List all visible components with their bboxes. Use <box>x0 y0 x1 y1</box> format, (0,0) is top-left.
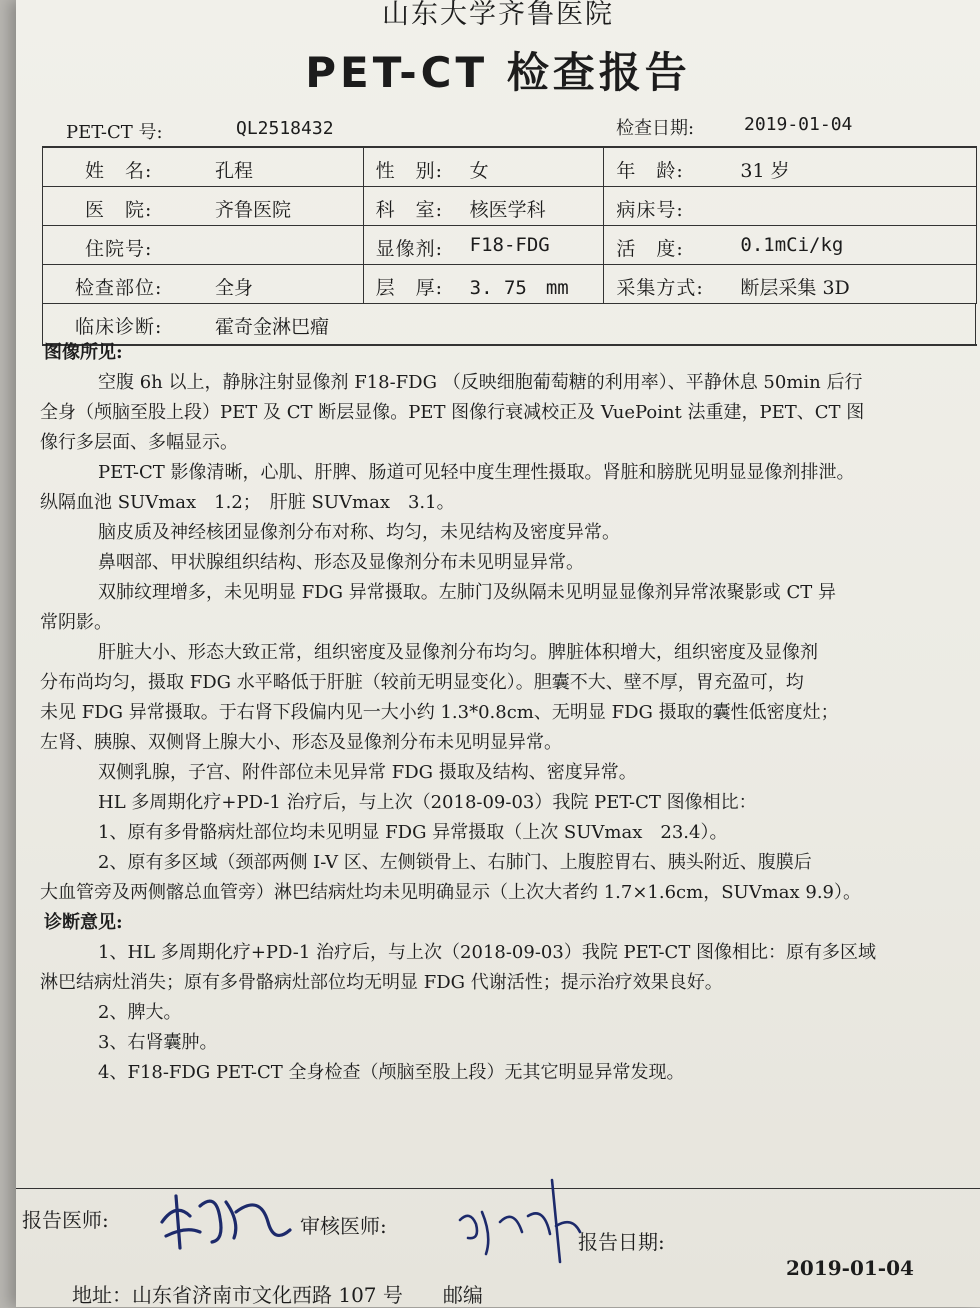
cell-admission: 住院号: <box>43 226 364 264</box>
clinical-diagnosis: 霍奇金淋巴瘤 <box>215 316 330 338</box>
cell-thickness: 层 厚: 3. 75 mm <box>364 265 605 303</box>
tracer-value: F18-FDG <box>469 234 550 256</box>
cell-dept: 科 室: 核医学科 <box>364 187 605 225</box>
findings-heading: 图像所见: <box>44 342 123 363</box>
info-row-2 <box>43 187 977 226</box>
patient-hospital: 齐鲁医院 <box>215 199 292 221</box>
findings-line: 空腹 6h 以上，静脉注射显像剂 F18-FDG （反映细胞葡萄糖的利用率）、平静休息 50min 后行 <box>98 372 863 393</box>
findings-line: 常阴影。 <box>40 612 112 633</box>
findings-line: 左肾、胰腺、双侧肾上腺大小、形态及显像剂分布未见明显异常。 <box>40 732 562 753</box>
conclusion-line: 2、脾大。 <box>98 1002 182 1023</box>
cell-name: 姓 名: 孔程 <box>43 148 364 186</box>
findings-line: 分布尚均匀，摄取 FDG 水平略低于肝脏（较前无明显变化）。胆囊不大、壁不厚，胃充盈可，均 <box>40 672 804 693</box>
patient-dept: 核医学科 <box>469 199 546 221</box>
report-title: PET-CT 检查报告 <box>305 48 691 97</box>
findings-line: 全身（颅脑至股上段）PET 及 CT 断层显像。PET 图像行衰减校正及 VuePoint 法重建，PET、CT 图 <box>40 402 865 423</box>
cell-bed: 病床号: <box>604 187 977 225</box>
patient-sex: 女 <box>469 160 489 182</box>
exam-site: 全身 <box>215 277 254 299</box>
signature-row <box>16 1196 980 1280</box>
exam-date-label: 检查日期: <box>616 118 695 139</box>
findings-line: 大血管旁及两侧髂总血管旁）淋巴结病灶均未见明确显示（上次大者约 1.7×1.6cm，SUVmax 9.9）。 <box>40 882 862 903</box>
cell-hospital: 医 院: 齐鲁医院 <box>43 187 364 225</box>
conclusion-line: 4、F18-FDG PET-CT 全身检查（颅脑至股上段）无其它明显异常发现。 <box>98 1062 685 1083</box>
findings-line: 1、原有多骨骼病灶部位均未见明显 FDG 异常摄取（上次 SUVmax 23.4）。 <box>98 822 728 843</box>
exam-date: 2019-01-04 <box>744 114 853 135</box>
slice-thickness: 3. 75 mm <box>469 277 569 299</box>
reviewer-signature <box>456 1176 586 1266</box>
findings-line: 脑皮质及神经核团显像剂分布对称、均匀，未见结构及密度异常。 <box>98 522 620 543</box>
hospital-name: 山东大学齐鲁医院 <box>382 0 614 30</box>
cell-activity: 活 度: 0.1mCi/kg <box>604 226 977 264</box>
info-row-3 <box>43 226 977 265</box>
findings-line: 像行多层面、多幅显示。 <box>40 432 238 453</box>
findings-line: 未见 FDG 异常摄取。于右肾下段偏内见一大小约 1.3*0.8cm、无明显 FDG 摄取的囊性低密度灶； <box>40 702 839 723</box>
patient-name: 孔程 <box>215 160 254 182</box>
patient-info-table <box>42 146 977 346</box>
findings-line: 2、原有多区域（颈部两侧 I-V 区、左侧锁骨上、右肺门、上腹腔胃右、胰头附近、腹膜后 <box>98 852 812 873</box>
findings-line: 肝脏大小、形态大致正常，组织密度及显像剂分布均匀。脾脏体积增大，组织密度及显像剂 <box>98 642 818 663</box>
findings-line: 鼻咽部、甲状腺组织结构、形态及显像剂分布未见明显异常。 <box>98 552 584 573</box>
info-row-4 <box>43 265 977 304</box>
footer-address: 地址：山东省济南市文化西路 107 号 邮编 <box>72 1283 483 1307</box>
findings-line: HL 多周期化疗+PD-1 治疗后，与上次（2018-09-03）我院 PET-CT 图像相比： <box>98 792 757 813</box>
conclusion-line: 1、HL 多周期化疗+PD-1 治疗后，与上次（2018-09-03）我院 PET-CT 图像相比：原有多区域 <box>98 942 877 963</box>
acquisition-mode: 断层采集 3D <box>740 277 850 299</box>
cell-site: 检查部位: 全身 <box>43 265 364 303</box>
findings-line: 双侧乳腺，子宫、附件部位未见异常 FDG 摄取及结构、密度异常。 <box>98 762 637 783</box>
report-paper <box>16 0 980 1307</box>
patient-age: 31 岁 <box>740 160 790 182</box>
report-doctor-label: 报告医师: <box>22 1208 109 1232</box>
conclusion-line: 3、右肾囊肿。 <box>98 1032 218 1053</box>
conclusion-heading: 诊断意见: <box>44 912 123 933</box>
report-date-label: 报告日期: <box>578 1230 665 1254</box>
cell-diagnosis: 临床诊断: 霍奇金淋巴瘤 <box>43 304 976 344</box>
doctor-signature <box>156 1182 296 1252</box>
cell-sex: 性 别: 女 <box>364 148 605 186</box>
petct-no-label: PET-CT 号: <box>66 122 163 143</box>
findings-line: 双肺纹理增多，未见明显 FDG 异常摄取。左肺门及纵隔未见明显显像剂异常浓聚影或 CT 异 <box>98 582 836 603</box>
report-body <box>22 338 972 1088</box>
info-row-1 <box>43 148 977 187</box>
report-date: 2019-01-04 <box>786 1256 914 1280</box>
report-meta <box>56 112 976 144</box>
activity-value: 0.1mCi/kg <box>740 234 844 256</box>
cell-acquisition: 采集方式: 断层采集 3D <box>604 265 977 303</box>
conclusion-line: 淋巴结病灶消失；原有多骨骼病灶部位均无明显 FDG 代谢活性；提示治疗效果良好。 <box>40 972 723 993</box>
cell-tracer: 显像剂: F18-FDG <box>364 226 605 264</box>
findings-line: 纵隔血池 SUVmax 1.2； 肝脏 SUVmax 3.1。 <box>40 492 455 513</box>
petct-no: QL2518432 <box>236 118 334 139</box>
reviewer-label: 审核医师: <box>300 1214 387 1238</box>
findings-line: PET-CT 影像清晰，心肌、肝脾、肠道可见轻中度生理性摄取。肾脏和膀胱见明显显像剂排泄。 <box>98 462 855 483</box>
cell-age: 年 龄: 31 岁 <box>604 148 977 186</box>
